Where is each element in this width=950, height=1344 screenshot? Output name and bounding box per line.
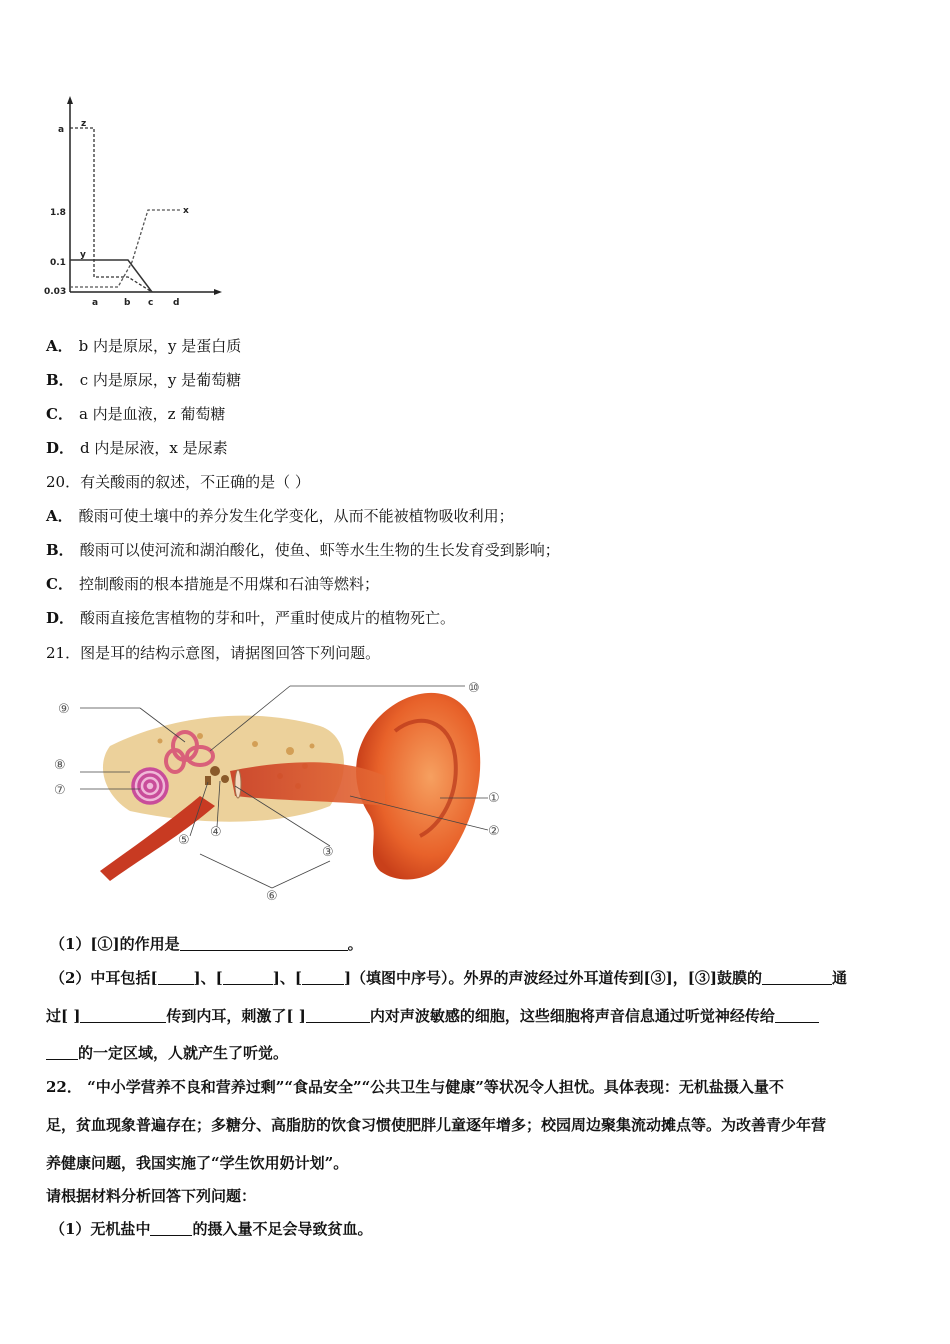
q22-paragraph-line3: 养健康问题，我国实施了“学生饮用奶计划”。 [46,1154,349,1172]
sub2-text: 内对声波敏感的细胞，这些细胞将声音信息通过听觉神经传给 [369,1007,775,1025]
q22-sub1-text-b: 的摄入量不足会导致贫血。 [192,1220,373,1238]
series-y-label: y [80,250,86,260]
option-text: 酸雨可使土壤中的养分发生化学变化，从而不能被植物吸收利用； [78,507,514,525]
sub2-text: （2）中耳包括[ [50,969,158,987]
option-letter: C． [46,575,73,593]
x-tick-a: a [92,298,99,308]
label-4: ④ [210,825,222,840]
option-text: d 内是尿液，x 是尿素 [80,439,228,457]
q21-sub2-line2 [46,1006,819,1026]
sub1-text-a: （1）[①]的作用是 [50,935,180,953]
label-3: ③ [322,845,334,860]
label-10: ⑩ [468,681,480,696]
answer-blank[interactable] [180,936,348,951]
q22-sub1 [50,1219,372,1239]
sub1-text-b: 。 [347,935,363,953]
q19-option-d [46,438,228,458]
y-tick-0.03: 0.03 [44,287,67,297]
option-letter: A． [46,507,73,525]
sub2-text: 传到内耳，刺激了[ ] [166,1007,306,1025]
q20-option-b [46,540,560,560]
q20-stem: 20．有关酸雨的叙述，不正确的是（ ） [46,473,310,491]
eardrum [235,770,241,798]
option-text: b 内是原尿，y 是蛋白质 [78,337,242,355]
q20-option-c [46,574,379,594]
x-tick-d: d [173,298,180,308]
y-tick-0.1: 0.1 [50,258,66,268]
sub2-text: ]、[ [193,969,223,987]
q20-option-d [46,608,455,628]
sub2-text: 的一定区域，人就产生了听觉。 [78,1044,289,1062]
answer-blank[interactable] [80,1008,166,1023]
x-tick-b: b [124,298,131,308]
q22-paragraph-line1: 22． “中小学营养不良和营养过剩”“食品安全”“公共卫生与健康”等状况令人担忧。具体表现：无机盐摄入量不 [46,1078,784,1096]
q21-sub2-line3 [46,1043,288,1063]
q22-paragraph-line2: 足，贫血现象普遍存在；多糖分、高脂肪的饮食习惯使肥胖儿童逐年增多；校园周边聚集流动摊点等。为改善青少年营 [46,1116,827,1134]
answer-blank[interactable] [302,970,344,985]
option-letter: C． [46,405,73,423]
label-2: ② [488,824,500,839]
label-8: ⑧ [54,758,66,773]
y-tick-a: a [58,125,65,135]
answer-blank[interactable] [158,970,194,985]
q21-stem: 21．图是耳的结构示意图，请据图回答下列问题。 [46,644,381,662]
answer-blank[interactable] [775,1008,819,1023]
q22-sub1-text-a: （1）无机盐中 [50,1220,151,1238]
q20-option-a [46,506,514,526]
q21-sub2-line1 [50,968,847,988]
option-text: a 内是血液，z 葡萄糖 [78,405,226,423]
answer-blank[interactable] [46,1045,78,1060]
sub2-text: 过[ ] [46,1007,81,1025]
x-tick-c: c [148,298,154,308]
series-z-line [70,128,152,292]
ear-diagram [50,676,510,906]
q21-sub1 [50,934,363,954]
q19-option-b [46,370,241,390]
label-9: ⑨ [58,702,70,717]
q19-option-c [46,404,225,424]
y-tick-1.8: 1.8 [50,208,66,218]
label-5: ⑤ [178,833,190,848]
label-1: ① [488,791,500,806]
cochlea [133,769,167,803]
option-letter: B． [46,541,74,559]
sub2-text: ]（填图中序号）。外界的声波经过外耳道传到[③]，[③]鼓膜的 [343,969,762,987]
concentration-graph [40,92,230,312]
label-7: ⑦ [54,783,66,798]
option-letter: A． [46,337,73,355]
sub2-text: 通 [831,969,847,987]
series-z-label: z [81,119,87,129]
answer-blank[interactable] [150,1221,192,1236]
option-text: 酸雨可以使河流和湖泊酸化，使鱼、虾等水生生物的生长发育受到影响； [79,541,560,559]
label-6: ⑥ [266,889,278,904]
option-letter: D． [46,609,75,627]
answer-blank[interactable] [223,970,273,985]
option-text: 控制酸雨的根本措施是不用煤和石油等燃料； [78,575,379,593]
q19-option-a [46,336,241,356]
q22-prompt: 请根据材料分析回答下列问题： [46,1187,257,1205]
series-x-line [70,210,182,287]
option-letter: D． [46,439,75,457]
answer-blank[interactable] [762,970,832,985]
option-letter: B． [46,371,74,389]
series-x-label: x [183,206,189,216]
option-text: c 内是原尿，y 是葡萄糖 [79,371,242,389]
option-text: 酸雨直接危害植物的芽和叶，严重时使成片的植物死亡。 [80,609,456,627]
answer-blank[interactable] [306,1008,370,1023]
sub2-text: ]、[ [272,969,302,987]
